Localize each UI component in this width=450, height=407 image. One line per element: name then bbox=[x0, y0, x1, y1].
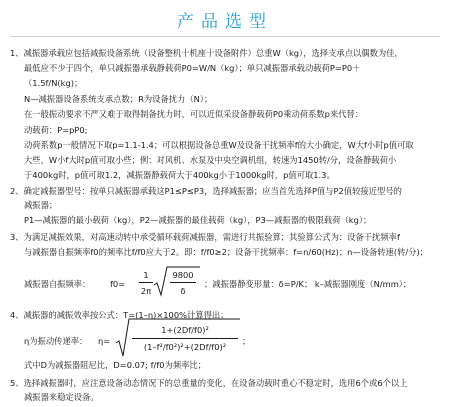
sqrt-fraction-bar bbox=[170, 282, 196, 283]
transmissibility-label: η为振动传递率： bbox=[24, 336, 88, 346]
f0-equals: f0= bbox=[110, 279, 126, 289]
eta-equals: η= bbox=[98, 336, 111, 346]
section-2-line-1: 2、确定减振器型号：按单只减振器承载这P1≤P≤P3，选择减振器；应当首先选择P值与P2值较接近型号的 bbox=[10, 186, 402, 196]
section-1-line-5: 在一般振动要求不严又难于取得制备扰力时，可以近似采设备静载荷P0乘动荷系数p来代替： bbox=[24, 109, 364, 119]
natural-frequency-label: 减振器自振频率： bbox=[24, 279, 91, 289]
f0-fraction-bar bbox=[139, 282, 153, 283]
section-3-line-1: 3、为满足减振效果，对高速动转中承受循环载荷减振器，需进行共振验算；其验算公式为：设备干扰频率f bbox=[10, 232, 400, 242]
section-1-line-4: N—减振器设备系统支承点数；R为设备扰力（N）； bbox=[24, 94, 213, 104]
f0-numerator: 1 bbox=[143, 270, 149, 280]
sqrt-denominator: δ bbox=[180, 286, 186, 296]
section-1-line-9: 于400kg时，p值可取1.2，减振器静载荷大于400kg小于1000kg时，p值可取1.3。 bbox=[24, 170, 335, 180]
section-3-line-2: 与减振器自振频率f0的频率比f/f0应大于2。即：f/f0≥2；设备干扰频率：f=n/60(Hz)；n—设备转速(转/分)； bbox=[24, 247, 429, 257]
damping-ratio-note: 式中D为减振器阻尼比，D=0.07; f/f0为频率比； bbox=[24, 360, 207, 370]
eta-numerator: 1+(2Df/f0)² bbox=[161, 325, 209, 335]
section-2-line-3: P1—减振器的最小载荷（kg），P2—减振器的最佳载荷（kg），P3—减振器的极限载荷（kg）； bbox=[24, 215, 372, 225]
section-5-line-2: 减振器来稳定设备。 bbox=[24, 392, 99, 402]
section-1-line-2: 最低应不少于四个，单只减振器承载静载荷P0=W/N（kg）；单只减振器承载动载荷P=P0＋ bbox=[24, 63, 361, 73]
title-divider bbox=[10, 36, 440, 37]
eta-semicolon: ； bbox=[242, 336, 251, 346]
page-title: 产品选型 bbox=[177, 12, 273, 32]
section-1-line-6: 动载荷：P=pP0; bbox=[24, 125, 88, 135]
sqrt-numerator: 9800 bbox=[172, 270, 194, 280]
section-1-line-1: 1、减振器承载应包括减振设备系统（设备整机十机座十设备附件）总重W（kg），选择支承点以偶数为佳， bbox=[10, 48, 403, 58]
section-1-line-7: 动荷系数p一般情况下取p=1.1-1.4；可以根据设备总重W及设备干扰频率f的大小确定，W大f小时p值可取 bbox=[24, 140, 414, 150]
static-deflection-definition: ；减振器静变形量：δ=P/K； k–减振器刚度（N/mm）； bbox=[204, 279, 412, 289]
f0-denominator: 2π bbox=[140, 286, 152, 296]
section-1-line-8: 大些，W小f大时p值可取小些；例：对风机、水泵及中央空调机组，转速为1450转/分，设备静载荷小 bbox=[24, 155, 397, 165]
eta-fraction-bar bbox=[132, 338, 238, 339]
section-2-line-2: 减振器； bbox=[24, 200, 58, 210]
section-4-intro: 4、减振器的减振效率按公式：T=(1–η)×100%计算得出； bbox=[10, 310, 229, 320]
section-1-line-3: （1.5f/N(kg)； bbox=[24, 78, 83, 88]
section-5-line-1: 5、选择减振器时，应注意设备动态情况下的总重量的变化，在设备动载时重心不稳定时，选用6个或6个以上 bbox=[10, 378, 408, 388]
eta-denominator: (1–f²/f0²)²+(2Df/f0)² bbox=[143, 342, 227, 352]
